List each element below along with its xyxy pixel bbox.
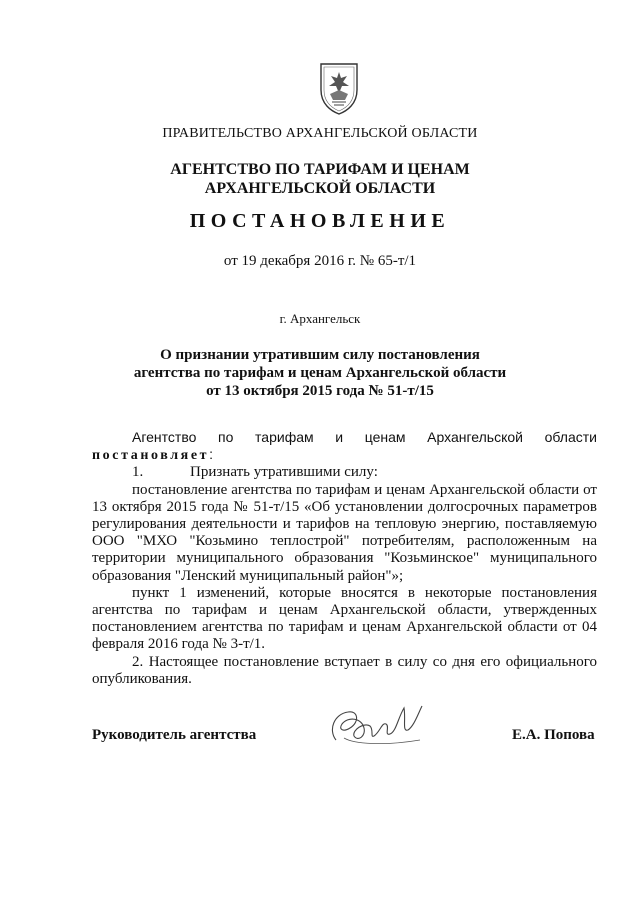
agency-name <box>0 160 640 198</box>
document-body <box>92 429 597 688</box>
item-1-text: Признать утратившими силу: <box>190 464 378 481</box>
paragraph-2: пункт 1 изменений, которые вносятся в некоторые постановления агентства по тарифам и ценам Архангельской области, утвержденных постановлением агентства по тарифам и ценам Архангельской области от 04 февраля 2016 года № 3-т/1. <box>92 584 597 653</box>
government-name: ПРАВИТЕЛЬСТВО АРХАНГЕЛЬСКОЙ ОБЛАСТИ <box>162 126 478 141</box>
signatory-name: Е.А. Попова <box>512 727 595 743</box>
agency-name-line1: АГЕНТСТВО ПО ТАРИФАМ И ЦЕНАМ <box>170 161 470 178</box>
paragraph-1: постановление агентства по тарифам и ценам Архангельской области от 13 октября 2015 года № 51-т/15 «Об установлении долгосрочных параметров регулирования деятельности и тарифов на тепловую энергию, поставляемую ООО "МХО "Козьмино теплострой" потребителям, расположенным на территории муниципального образования "Козьминское" муниципального образования "Ленский муниципальный район"»; <box>92 481 597 584</box>
item-2: 2. Настоящее постановление вступает в силу со дня его официального опубликования. <box>92 653 597 687</box>
document-city: г. Архангельск <box>279 311 361 326</box>
intro-colon: : <box>209 446 214 463</box>
title-line3: от 13 октября 2015 года № 51-т/15 <box>206 383 434 399</box>
title-line1: О признании утратившим силу постановления <box>160 347 480 363</box>
intro-text: Агентство по тарифам и ценам Архангельской области <box>132 429 597 445</box>
document-date-number: от 19 декабря 2016 г. № 65-т/1 <box>223 253 417 269</box>
item-1-number: 1. <box>132 464 144 481</box>
handwritten-signature <box>324 700 434 752</box>
signatory-role: Руководитель агентства <box>92 727 257 743</box>
document-title <box>0 346 640 400</box>
title-line2: агентства по тарифам и ценам Архангельской области <box>133 365 507 381</box>
decree-word: постановляет <box>92 448 210 464</box>
agency-name-line2: АРХАНГЕЛЬСКОЙ ОБЛАСТИ <box>204 180 436 197</box>
document-type: ПОСТАНОВЛЕНИЕ <box>189 210 451 232</box>
intro-paragraph <box>92 429 597 464</box>
item-1 <box>92 464 597 481</box>
coat-of-arms-icon <box>317 60 361 116</box>
